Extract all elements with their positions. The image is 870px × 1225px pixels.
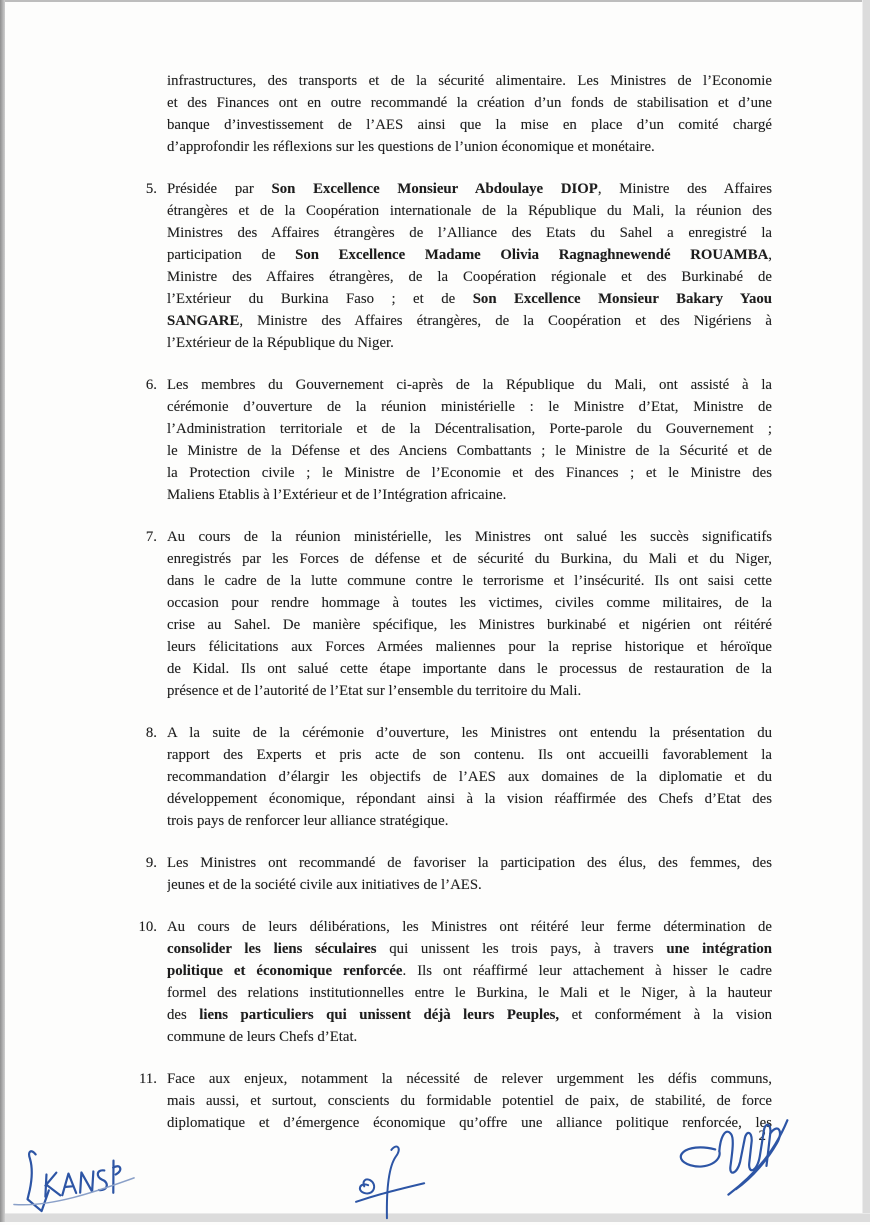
signature-left [5, 1136, 146, 1222]
paragraph [131, 852, 772, 896]
text-line: Les membres du Gouvernement ci-après de la République du Mali, ont assisté à la [167, 377, 772, 393]
text-line: formel des relations institutionnelles entre le Burkina, le Mali et le Niger, à la hauteur [167, 985, 772, 1001]
text-line: consolider les liens séculaires qui unissent les trois pays, à travers une intégration [167, 941, 772, 957]
text-line: Au cours de la réunion ministérielle, les Ministres ont salué les succès significatifs [167, 529, 772, 545]
paragraph [131, 526, 772, 702]
text-line: l’Extérieur du Burkina Faso ; et de Son Excellence Monsieur Bakary Yaou [167, 291, 772, 307]
text-line: SANGARE, Ministre des Affaires étrangères, de la Coopération et des Nigériens à [167, 313, 772, 329]
text-line: leurs félicitations aux Forces Armées maliennes pour la reprise historique et héroïque [167, 639, 772, 655]
text-line: infrastructures, des transports et de la sécurité alimentaire. Les Ministres de l’Economie [167, 73, 772, 89]
text-line: la Protection civile ; le Ministre de l’Economie et des Finances ; et le Ministre des [167, 465, 772, 481]
text-line: mais aussi, et surtout, conscients du formidable potentiel de paix, de stabilité, de force [167, 1093, 772, 1109]
paragraph-number: 6. [145, 377, 157, 393]
paragraph-text [167, 526, 772, 702]
text-line: crise au Sahel. De manière spécifique, les Ministres burkinabé et nigérien ont réitéré [167, 617, 772, 633]
paragraph-number: 7. [145, 529, 157, 545]
paragraph-number: 8. [145, 725, 157, 741]
paragraph-text [167, 374, 772, 506]
paragraph-indent [157, 852, 167, 896]
signature-right-image [663, 1109, 809, 1211]
paragraph-number [131, 70, 157, 158]
text-line: cérémonie d’ouverture de la réunion ministérielle : le Ministre d’Etat, Ministre de [167, 399, 772, 415]
text-line: de Kidal. Ils ont salué cette étape importante dans le processus de restauration de la [167, 661, 772, 677]
paragraph-text [167, 916, 772, 1048]
signature-middle [336, 1137, 445, 1224]
text-line: jeunes et de la société civile aux initiatives de l’AES. [167, 877, 482, 893]
page-number: 2 [758, 1128, 766, 1144]
signature-right [663, 1109, 809, 1211]
text-line: Présidée par Son Excellence Monsieur Abdoulaye DIOP, Ministre des Affaires [167, 181, 772, 197]
text-line: enregistrés par les Forces de défense et de sécurité du Burkina, du Mali et du Niger, [167, 551, 772, 567]
text-line: présence et de l’autorité de l’Etat sur l’ensemble du territoire du Mali. [167, 683, 582, 699]
text-line: Ministres des Affaires étrangères de l’Alliance des Etats du Sahel a enregistré la [167, 225, 772, 241]
paragraph-indent [157, 374, 167, 506]
paragraph-indent [157, 178, 167, 354]
paragraph-text [167, 852, 772, 896]
paragraph [131, 916, 772, 1048]
text-line: politique et économique renforcée. Ils ont réaffirmé leur attachement à hisser le cadre [167, 963, 772, 979]
text-line: diplomatique et d’émergence économique qu’offre une alliance politique renforcée, les [167, 1115, 772, 1131]
document-page [131, 70, 772, 1154]
paragraph [131, 374, 772, 506]
text-line: Au cours de leurs délibérations, les Ministres ont réitéré leur ferme détermination de [167, 919, 772, 935]
text-line: commune de leurs Chefs d’Etat. [167, 1029, 358, 1045]
text-line: occasion pour rendre hommage à toutes les victimes, civiles comme militaires, de la [167, 595, 772, 611]
paragraph-indent [157, 70, 167, 158]
text-line: dans le cadre de la lutte commune contre le terrorisme et l’insécurité. Ils ont saisi cette [167, 573, 772, 589]
paragraph-indent [157, 526, 167, 702]
paragraph-indent [157, 916, 167, 1048]
text-line: le Ministre de la Défense et des Anciens Combattants ; le Ministre de la Sécurité et de [167, 443, 772, 459]
paragraph-text [167, 70, 772, 158]
text-line: participation de Son Excellence Madame Olivia Ragnaghnewendé ROUAMBA, [167, 247, 772, 263]
text-line: Les Ministres ont recommandé de favoriser la participation des élus, des femmes, des [167, 855, 772, 871]
text-line: développement économique, répondant ainsi à la vision réaffirmée des Chefs d’Etat des [167, 791, 772, 807]
text-line: recommandation d’élargir les objectifs de l’AES aux domaines de la diplomatie et du [167, 769, 772, 785]
text-line: l’Administration territoriale et de la Décentralisation, Porte-parole du Gouvernement ; [167, 421, 772, 437]
paragraph [131, 722, 772, 832]
text-line: étrangères et de la Coopération internationale de la République du Mali, la réunion des [167, 203, 772, 219]
paragraph-number: 5. [145, 181, 157, 197]
text-line: banque d’investissement de l’AES ainsi que la mise en place d’un comité chargé [167, 117, 772, 133]
paragraph-text [167, 178, 772, 354]
paragraph-number: 9. [145, 855, 157, 871]
paragraph-number: 10. [138, 919, 157, 935]
paragraph-indent [157, 722, 167, 832]
text-line: Face aux enjeux, notamment la nécessité de relever urgemment les défis communs, [167, 1071, 772, 1087]
paragraph [131, 178, 772, 354]
text-line: rapport des Experts et pris acte de son contenu. Ils ont accueilli favorablement la [167, 747, 772, 763]
scan-edge-right [862, 0, 870, 1222]
scan-edge-left [0, 0, 5, 1222]
text-line: A la suite de la cérémonie d’ouverture, les Ministres ont entendu la présentation du [167, 725, 772, 741]
text-line: d’approfondir les réflexions sur les questions de l’union économique et monétaire. [167, 139, 655, 155]
text-line: trois pays de renforcer leur alliance stratégique. [167, 813, 449, 829]
signature-left-image [5, 1136, 146, 1222]
paragraph-text [167, 722, 772, 832]
signature-middle-image [336, 1137, 445, 1224]
text-line: et des Finances ont en outre recommandé la création d’un fonds de stabilisation et d’une [167, 95, 772, 111]
paragraph-indent [157, 1068, 167, 1134]
paragraph [131, 70, 772, 158]
text-line: des liens particuliers qui unissent déjà leurs Peuples, et conformément à la vision [167, 1007, 772, 1023]
text-line: Ministre des Affaires étrangères, de la Coopération régionale et des Burkinabé de [167, 269, 772, 285]
scan-edge-top [0, 0, 870, 2]
text-line: Maliens Etablis à l’Extérieur et de l’Intégration africaine. [167, 487, 507, 503]
paragraph-number: 11. [139, 1071, 157, 1087]
text-line: l’Extérieur de la République du Niger. [167, 335, 394, 351]
